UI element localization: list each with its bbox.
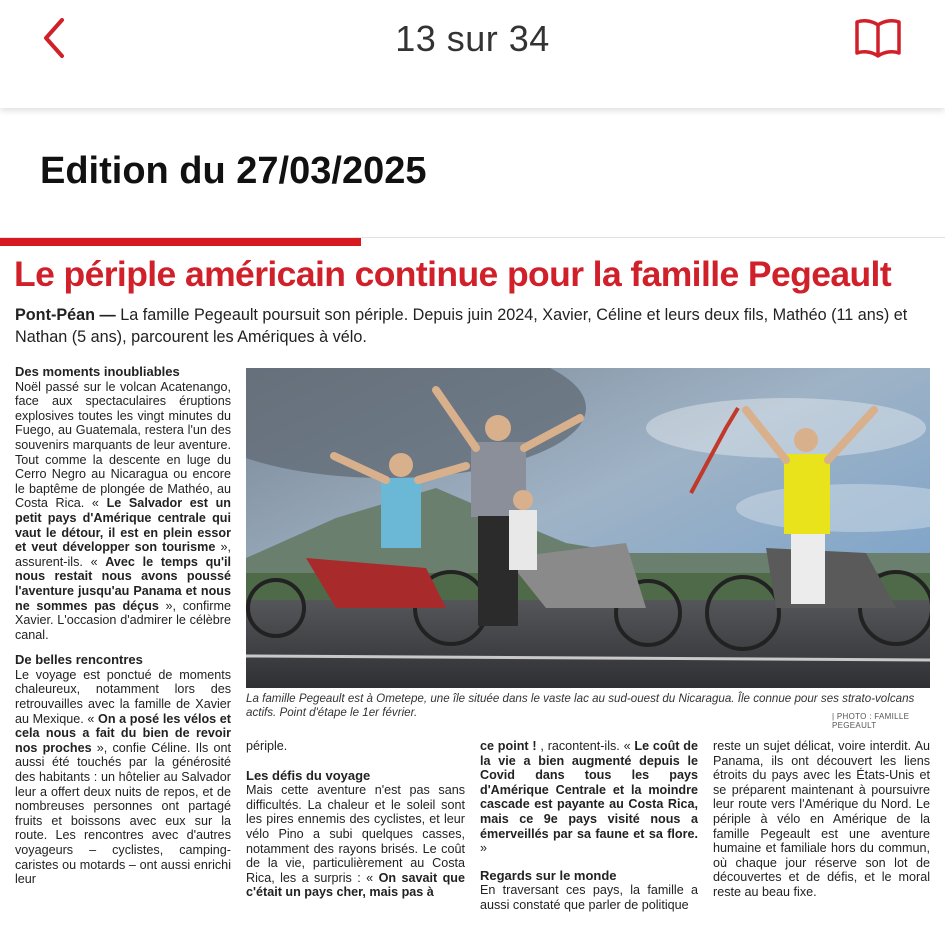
page-indicator: 13 sur 34 [395,18,550,59]
open-book-icon [853,17,903,64]
photo-credit: | PHOTO : FAMILLE PEGEAULT [832,712,910,730]
subheading: Regards sur le monde [480,867,617,883]
chapeau-text: La famille Pegeault poursuit son périple. Depuis juin 2024, Xavier, Céline et leurs deux fils, Mathéo (11 ans) et Nathan (5 ans), parcourent les Amériques à vélo. [15,306,908,346]
photo-caption: La famille Pegeault est à Ometepe, une île située dans le vaste lac au sud-ouest du Nicaragua. Île connue pour ses strato-volcans actifs. Point d'étape le 1er février. [246,692,915,719]
article-column-1 [15,365,231,887]
reader-mode-button[interactable] [850,14,906,66]
subheading: Des moments inoubliables [15,364,180,379]
article-column-4 [713,739,930,900]
top-app-bar [0,0,945,108]
paragraph: reste un sujet délicat, voire interdit. Au Panama, ils ont découvert les liens étroits du pays avec les États-Unis et se préparent maintenant à poursuivre leur route vers l'Amérique du Nord. Le périple à vélo en Amérique de la famille Pegeault est une aventure humaine et familiale hors du commun, où chaque jour réserve son lot de découvertes et de défis, et le moral reste au beau fixe. [713,739,930,899]
accent-bar [0,238,361,246]
article-chapeau: Pont-Péan — La famille Pegeault poursuit son périple. Depuis juin 2024, Xavier, Céline et leurs deux fils, Mathéo (11 ans) et Nathan (5 ans), parcourent les Amériques à vélo. [15,306,908,346]
paragraph: Mais cette aventure n'est pas sans difficultés. La chaleur et le soleil sont les pires ennemis des cyclistes, et leur vélo Pino a subi quelques casses, notamment des rayons brisés. Le coût de la vie, particulièrement au Costa Rica, les a surpris : « On savait que c'était un pays cher, mais pas à [246,783,465,900]
article-column-2 [246,739,465,900]
paragraph: En traversant ces pays, la famille a aussi constaté que parler de politique [480,883,698,912]
edition-title: Edition du 27/03/2025 [40,150,427,192]
subheading: Les défis du voyage [246,767,371,783]
article-column-3 [480,739,698,913]
paragraph: Noël passé sur le volcan Acatenango, face aux spectaculaires éruptions explosives toutes les vingt minutes du Fuego, au Guatemala, restera l'un des souvenirs marquants de leur aventure. Tout comme la descente en luge du Cerro Negro au Nicaragua ou encore le baptême de plongée de Mathéo, au Costa Rica. « Le Salvador est un petit pays d'Amérique centrale qui vaut le détour, il est en plein essor et veut développer son tourisme », assurent-ils. « Avec le temps qu'il nous restait nous avons poussé l'aventure jusqu'au Panama et nous ne sommes pas déçus », confirme Xavier. L'occasion d'admirer le célèbre canal. [15,379,232,642]
article-headline: Le périple américain continue pour la famille Pegeault [14,254,892,294]
paragraph: périple. [246,739,288,753]
paragraph: Le voyage est ponctué de moments chaleureux, notamment lors des retrouvailles avec la famille de Xavier au Mexique. « On a posé les vélos et cela nous a fait du bien de revoir nos proches », confie Céline. Ils ont aussi été touchés par la générosité des habitants : un hôtelier au Salvador leur a offert deux nuits de repos, et de nombreuses personnes ont partagé fruits et boissons avec eux sur la route. Les rencontres avec d'autres voyageurs – cyclistes, camping-caristes ou motards – ont aussi enrichi leur [15,667,231,887]
subheading: De belles rencontres [15,652,143,668]
article-photo [246,368,930,688]
paragraph: ce point ! , racontent-ils. « Le coût de la vie a bien augmenté depuis le Covid dans tous les pays d'Amérique Centrale et la moindre cascade est payante au Costa Rica, mais ce 9e pays visité nous a émerveillés par sa faune et sa flore. » [480,739,698,856]
chapeau-place: Pont-Péan [15,306,96,324]
